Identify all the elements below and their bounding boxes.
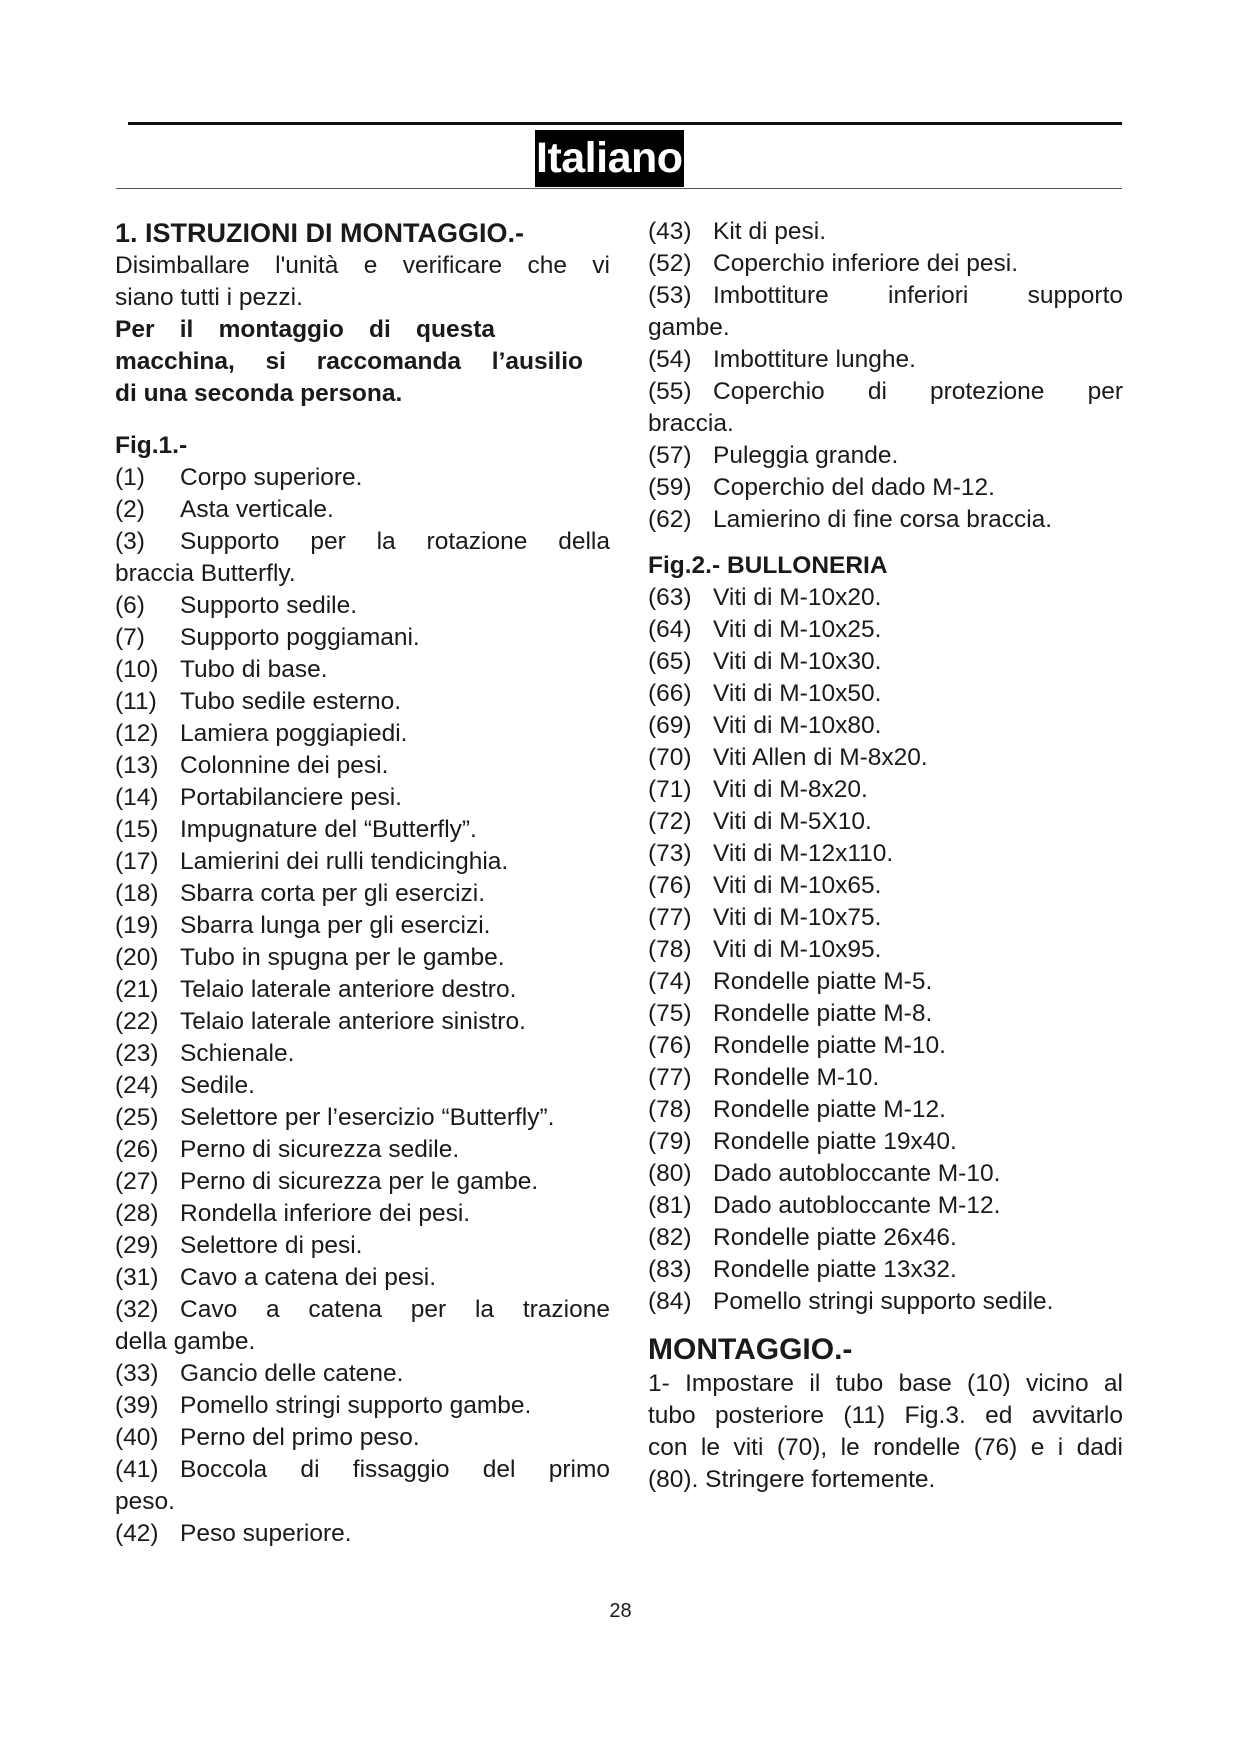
item-number: (33) bbox=[115, 1360, 159, 1387]
list-item bbox=[648, 678, 1123, 710]
item-number: (57) bbox=[648, 442, 692, 469]
item-text: Asta verticale. bbox=[180, 496, 334, 523]
montaggio-line: 1- Impostare il tubo base (10) vicino al bbox=[648, 1370, 1123, 1397]
item-text: Colonnine dei pesi. bbox=[180, 752, 389, 779]
list-item bbox=[115, 1262, 610, 1294]
item-text: Supporto per la rotazione della bbox=[180, 528, 610, 555]
item-text: Cavo a catena per la trazione bbox=[180, 1296, 610, 1323]
item-number: (63) bbox=[648, 584, 692, 611]
list-item bbox=[648, 582, 1123, 614]
item-number: (20) bbox=[115, 944, 159, 971]
fig2-title: Fig.2.- BULLONERIA bbox=[648, 552, 888, 579]
list-item bbox=[115, 846, 610, 878]
item-text: Lamiera poggiapiedi. bbox=[180, 720, 408, 747]
fig1-title: Fig.1.- bbox=[115, 432, 188, 459]
list-item bbox=[115, 942, 610, 974]
item-number: (2) bbox=[115, 496, 145, 523]
item-number: (65) bbox=[648, 648, 692, 675]
item-text: Schienale. bbox=[180, 1040, 295, 1067]
item-text: Pomello stringi supporto gambe. bbox=[180, 1392, 532, 1419]
item-number: (78) bbox=[648, 936, 692, 963]
section-title: 1. ISTRUZIONI DI MONTAGGIO.- bbox=[115, 218, 524, 248]
list-item bbox=[648, 934, 1123, 966]
header-top-rule bbox=[128, 122, 1122, 125]
montaggio-line: con le viti (70), le rondelle (76) e i dadi bbox=[648, 1434, 1123, 1461]
item-text: Rondelle piatte M-10. bbox=[713, 1032, 946, 1059]
item-number: (28) bbox=[115, 1200, 159, 1227]
item-text: Portabilanciere pesi. bbox=[180, 784, 402, 811]
item-text: Rondelle piatte M-5. bbox=[713, 968, 933, 995]
list-item bbox=[115, 750, 610, 782]
item-number: (55) bbox=[648, 378, 692, 405]
item-text: Coperchio del dado M-12. bbox=[713, 474, 995, 501]
item-number: (84) bbox=[648, 1288, 692, 1315]
left-column bbox=[115, 216, 610, 1550]
item-text: Viti di M-10x65. bbox=[713, 872, 882, 899]
item-number: (22) bbox=[115, 1008, 159, 1035]
list-item bbox=[648, 248, 1123, 280]
item-text: Selettore per l’esercizio “Butterfly”. bbox=[180, 1104, 555, 1131]
item-number: (71) bbox=[648, 776, 692, 803]
item-text: Kit di pesi. bbox=[713, 218, 827, 245]
list-item bbox=[115, 462, 610, 494]
list-item bbox=[648, 344, 1123, 376]
item-number: (78) bbox=[648, 1096, 692, 1123]
item-text: Perno di sicurezza sedile. bbox=[180, 1136, 460, 1163]
item-number: (76) bbox=[648, 872, 692, 899]
item-text: Lamierino di fine corsa braccia. bbox=[713, 506, 1053, 533]
item-text: Viti di M-10x25. bbox=[713, 616, 882, 643]
montaggio-line: tubo posteriore (11) Fig.3. ed avvitarlo bbox=[648, 1402, 1123, 1429]
item-text: Tubo sedile esterno. bbox=[180, 688, 402, 715]
item-text: Boccola di fissaggio del primo bbox=[180, 1456, 610, 1483]
item-text: Rondelle piatte 19x40. bbox=[713, 1128, 957, 1155]
list-item bbox=[115, 1038, 610, 1070]
item-text: Coperchio di protezione per bbox=[713, 378, 1123, 405]
list-item bbox=[115, 622, 610, 654]
right-column bbox=[648, 216, 1123, 1496]
list-item bbox=[115, 1294, 610, 1326]
item-number: (29) bbox=[115, 1232, 159, 1259]
item-text: Viti di M-5X10. bbox=[713, 808, 872, 835]
list-item bbox=[648, 216, 1123, 248]
item-number: (41) bbox=[115, 1456, 159, 1483]
header-bottom-rule bbox=[116, 188, 1122, 189]
item-text: Tubo di base. bbox=[180, 656, 328, 683]
item-text: Telaio laterale anteriore sinistro. bbox=[180, 1008, 526, 1035]
note-line: Per il montaggio di questa bbox=[115, 316, 495, 343]
item-number: (83) bbox=[648, 1256, 692, 1283]
item-text: Imbottiture inferiori supporto bbox=[713, 282, 1123, 309]
fig1-parts-list bbox=[115, 462, 610, 1550]
item-number: (69) bbox=[648, 712, 692, 739]
item-number: (79) bbox=[648, 1128, 692, 1155]
item-number: (26) bbox=[115, 1136, 159, 1163]
item-text: Pomello stringi supporto sedile. bbox=[713, 1288, 1054, 1315]
item-number: (19) bbox=[115, 912, 159, 939]
item-text: Rondelle piatte M-8. bbox=[713, 1000, 933, 1027]
item-continuation: della gambe. bbox=[115, 1328, 256, 1355]
list-item bbox=[115, 1070, 610, 1102]
item-number: (25) bbox=[115, 1104, 159, 1131]
item-continuation: peso. bbox=[115, 1488, 175, 1515]
item-text: Peso superiore. bbox=[180, 1520, 352, 1547]
item-number: (1) bbox=[115, 464, 145, 491]
item-number: (13) bbox=[115, 752, 159, 779]
list-item bbox=[648, 1062, 1123, 1094]
item-number: (14) bbox=[115, 784, 159, 811]
item-number: (10) bbox=[115, 656, 159, 683]
list-item bbox=[115, 494, 610, 526]
item-text: Rondelle piatte 26x46. bbox=[713, 1224, 957, 1251]
list-item bbox=[648, 614, 1123, 646]
item-number: (73) bbox=[648, 840, 692, 867]
item-number: (7) bbox=[115, 624, 145, 651]
list-item bbox=[115, 814, 610, 846]
item-number: (66) bbox=[648, 680, 692, 707]
note-line: di una seconda persona. bbox=[115, 380, 403, 407]
list-item bbox=[115, 654, 610, 686]
item-number: (52) bbox=[648, 250, 692, 277]
item-number: (21) bbox=[115, 976, 159, 1003]
list-item bbox=[115, 1166, 610, 1198]
list-item bbox=[648, 1254, 1123, 1286]
list-item bbox=[648, 1030, 1123, 1062]
item-number: (40) bbox=[115, 1424, 159, 1451]
list-item bbox=[648, 1222, 1123, 1254]
item-text: Viti di M-12x110. bbox=[713, 840, 894, 867]
item-text: Sbarra lunga per gli esercizi. bbox=[180, 912, 491, 939]
item-text: Puleggia grande. bbox=[713, 442, 899, 469]
list-item bbox=[115, 974, 610, 1006]
item-number: (64) bbox=[648, 616, 692, 643]
item-text: Cavo a catena dei pesi. bbox=[180, 1264, 437, 1291]
list-item bbox=[648, 1158, 1123, 1190]
list-item bbox=[648, 838, 1123, 870]
list-item bbox=[115, 910, 610, 942]
item-number: (81) bbox=[648, 1192, 692, 1219]
item-number: (32) bbox=[115, 1296, 159, 1323]
list-item bbox=[115, 590, 610, 622]
item-number: (23) bbox=[115, 1040, 159, 1067]
item-text: Lamierini dei rulli tendicinghia. bbox=[180, 848, 509, 875]
list-item bbox=[115, 1006, 610, 1038]
list-item bbox=[115, 1230, 610, 1262]
item-text: Viti di M-10x80. bbox=[713, 712, 882, 739]
list-item bbox=[115, 526, 610, 558]
item-number: (3) bbox=[115, 528, 145, 555]
list-item bbox=[648, 806, 1123, 838]
item-number: (6) bbox=[115, 592, 145, 619]
list-item bbox=[648, 440, 1123, 472]
list-item bbox=[115, 1390, 610, 1422]
item-number: (75) bbox=[648, 1000, 692, 1027]
list-item bbox=[115, 718, 610, 750]
list-item bbox=[115, 1134, 610, 1166]
list-item bbox=[648, 472, 1123, 504]
list-item bbox=[648, 376, 1123, 408]
item-text: Tubo in spugna per le gambe. bbox=[180, 944, 505, 971]
item-number: (74) bbox=[648, 968, 692, 995]
item-text: Coperchio inferiore dei pesi. bbox=[713, 250, 1019, 277]
item-text: Selettore di pesi. bbox=[180, 1232, 363, 1259]
item-text: Viti di M-10x30. bbox=[713, 648, 882, 675]
item-text: Supporto poggiamani. bbox=[180, 624, 420, 651]
fig2-hardware-list bbox=[648, 582, 1123, 1318]
montaggio-title: MONTAGGIO.- bbox=[648, 1333, 853, 1366]
item-number: (70) bbox=[648, 744, 692, 771]
item-text: Sedile. bbox=[180, 1072, 255, 1099]
item-number: (80) bbox=[648, 1160, 692, 1187]
item-text: Supporto sedile. bbox=[180, 592, 358, 619]
item-text: Gancio delle catene. bbox=[180, 1360, 404, 1387]
item-number: (27) bbox=[115, 1168, 159, 1195]
item-text: Rondelle piatte 13x32. bbox=[713, 1256, 957, 1283]
item-continuation: braccia. bbox=[648, 410, 734, 437]
list-item bbox=[648, 504, 1123, 536]
list-item bbox=[648, 646, 1123, 678]
intro-line: siano tutti i pezzi. bbox=[115, 284, 303, 311]
list-item bbox=[648, 902, 1123, 934]
item-number: (42) bbox=[115, 1520, 159, 1547]
list-item bbox=[648, 1286, 1123, 1318]
montaggio-line: (80). Stringere fortemente. bbox=[648, 1466, 936, 1493]
item-text: Impugnature del “Butterfly”. bbox=[180, 816, 477, 843]
item-text: Dado autobloccante M-12. bbox=[713, 1192, 1001, 1219]
item-number: (77) bbox=[648, 904, 692, 931]
item-number: (62) bbox=[648, 506, 692, 533]
list-item bbox=[115, 1518, 610, 1550]
list-item bbox=[115, 1422, 610, 1454]
list-item bbox=[648, 774, 1123, 806]
item-number: (24) bbox=[115, 1072, 159, 1099]
item-number: (11) bbox=[115, 688, 157, 715]
item-text: Dado autobloccante M-10. bbox=[713, 1160, 1001, 1187]
item-number: (59) bbox=[648, 474, 692, 501]
item-number: (12) bbox=[115, 720, 159, 747]
item-text: Perno del primo peso. bbox=[180, 1424, 420, 1451]
list-item bbox=[115, 1454, 610, 1486]
list-item bbox=[648, 998, 1123, 1030]
item-number: (31) bbox=[115, 1264, 159, 1291]
list-item bbox=[648, 1126, 1123, 1158]
item-text: Viti di M-10x20. bbox=[713, 584, 882, 611]
item-number: (15) bbox=[115, 816, 159, 843]
item-text: Rondelle M-10. bbox=[713, 1064, 880, 1091]
page-number: 28 bbox=[609, 1600, 632, 1622]
item-text: Viti Allen di M-8x20. bbox=[713, 744, 928, 771]
list-item bbox=[115, 1198, 610, 1230]
note-line: macchina, si raccomanda l’ausilio bbox=[115, 348, 583, 375]
list-item bbox=[115, 1102, 610, 1134]
list-item bbox=[648, 742, 1123, 774]
item-text: Viti di M-8x20. bbox=[713, 776, 868, 803]
item-continuation: braccia Butterfly. bbox=[115, 560, 296, 587]
item-text: Sbarra corta per gli esercizi. bbox=[180, 880, 486, 907]
item-continuation: gambe. bbox=[648, 314, 730, 341]
item-text: Imbottiture lunghe. bbox=[713, 346, 916, 373]
item-number: (77) bbox=[648, 1064, 692, 1091]
item-text: Rondella inferiore dei pesi. bbox=[180, 1200, 471, 1227]
list-item bbox=[115, 686, 610, 718]
item-number: (82) bbox=[648, 1224, 692, 1251]
fig1-parts-list-cont bbox=[648, 216, 1123, 536]
list-item bbox=[648, 870, 1123, 902]
list-item bbox=[115, 1358, 610, 1390]
item-number: (18) bbox=[115, 880, 159, 907]
item-number: (72) bbox=[648, 808, 692, 835]
item-text: Rondelle piatte M-12. bbox=[713, 1096, 946, 1123]
item-number: (43) bbox=[648, 218, 692, 245]
item-number: (39) bbox=[115, 1392, 159, 1419]
item-text: Viti di M-10x95. bbox=[713, 936, 882, 963]
list-item bbox=[648, 280, 1123, 312]
language-title: Italiano bbox=[535, 130, 684, 187]
language-header bbox=[128, 122, 1122, 192]
item-text: Perno di sicurezza per le gambe. bbox=[180, 1168, 539, 1195]
list-item bbox=[648, 1190, 1123, 1222]
item-number: (76) bbox=[648, 1032, 692, 1059]
item-number: (53) bbox=[648, 282, 692, 309]
item-number: (54) bbox=[648, 346, 692, 373]
list-item bbox=[648, 1094, 1123, 1126]
item-text: Corpo superiore. bbox=[180, 464, 363, 491]
list-item bbox=[648, 710, 1123, 742]
item-text: Viti di M-10x50. bbox=[713, 680, 882, 707]
list-item bbox=[115, 782, 610, 814]
item-number: (17) bbox=[115, 848, 159, 875]
list-item bbox=[115, 878, 610, 910]
list-item bbox=[648, 966, 1123, 998]
item-text: Viti di M-10x75. bbox=[713, 904, 882, 931]
item-text: Telaio laterale anteriore destro. bbox=[180, 976, 517, 1003]
intro-line: Disimballare l'unità e verificare che vi bbox=[115, 252, 610, 279]
